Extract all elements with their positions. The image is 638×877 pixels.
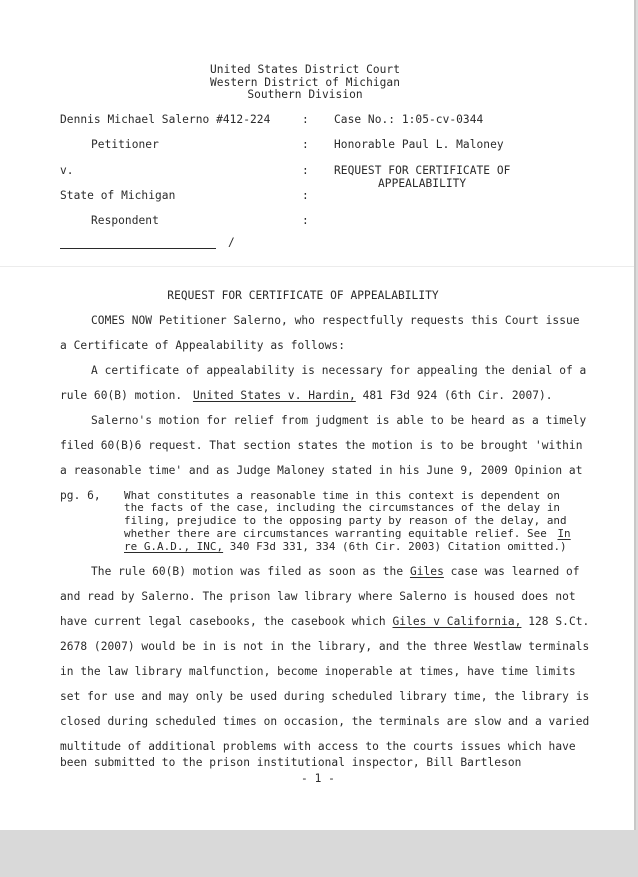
caption-slash: /: [228, 236, 235, 249]
caption-colon: :: [302, 214, 309, 227]
caption-underline: [60, 248, 216, 249]
body-line: multitude of additional problems with access to the courts issues which have: [60, 740, 576, 753]
quote-line: [124, 527, 571, 540]
body-line: closed during scheduled times on occasion, the terminals are slow and a varied: [60, 715, 590, 728]
section-heading: REQUEST FOR CERTIFICATE OF APPEALABILITY: [167, 289, 439, 302]
caption-colon: :: [302, 164, 309, 177]
judge-name: Honorable Paul L. Maloney: [334, 138, 504, 151]
body-line: and read by Salerno. The prison law library where Salerno is housed does not: [60, 590, 576, 603]
body-line: [91, 565, 580, 578]
petitioner-role: Petitioner: [91, 138, 159, 151]
quote-line: filing, prejudice to the opposing party by reason of the delay, and: [124, 514, 567, 527]
scan-bottom-margin: [0, 830, 638, 877]
quote-line: [124, 540, 567, 553]
body-line: been submitted to the prison institutional inspector, Bill Bartleson: [60, 756, 522, 769]
court-district: Western District of Michigan: [210, 76, 400, 89]
page-reference: pg. 6,: [60, 489, 101, 502]
quote-text: whether there are circumstances warranting equitable relief. See: [124, 527, 547, 540]
caption-colon: :: [302, 113, 309, 126]
court-division: Southern Division: [247, 88, 363, 101]
caption-colon: :: [302, 189, 309, 202]
respondent-role: Respondent: [91, 214, 159, 227]
body-text: have current legal casebooks, the casebook which: [60, 615, 386, 628]
quote-line: What constitutes a reasonable time in this context is dependent on: [124, 489, 561, 502]
body-line: set for use and may only be used during scheduled library time, the library is: [60, 690, 590, 703]
case-citation: United States v. Hardin,: [192, 389, 356, 402]
body-text: 128 S.Ct.: [528, 615, 590, 628]
body-line: [60, 389, 553, 402]
case-citation: Giles v California,: [392, 615, 522, 628]
quote-line: the facts of the case, including the circumstances of the delay in: [124, 501, 561, 514]
page-fold-line: [0, 266, 634, 267]
caption-colon: :: [302, 138, 309, 151]
case-citation: re G.A.D., INC,: [124, 540, 224, 553]
court-name: United States District Court: [210, 63, 400, 76]
body-line: COMES NOW Petitioner Salerno, who respectfully requests this Court issue: [91, 314, 580, 327]
page-number: - 1 -: [301, 772, 335, 785]
case-number: Case No.: 1:05-cv-0344: [334, 113, 484, 126]
quote-text: 340 F3d 331, 334 (6th Cir. 2003) Citation omitted.): [229, 540, 567, 553]
body-line: a reasonable time' and as Judge Maloney stated in his June 9, 2009 Opinion at: [60, 464, 583, 477]
case-citation: In: [557, 527, 571, 540]
body-text: The rule 60(B) motion was filed as soon as the: [91, 565, 404, 578]
document-title-line1: REQUEST FOR CERTIFICATE OF: [334, 164, 511, 177]
body-line: 2678 (2007) would be in is not in the library, and the three Westlaw terminals: [60, 640, 590, 653]
body-text: case was learned of: [450, 565, 580, 578]
body-text: rule 60(B) motion.: [60, 389, 183, 402]
body-line: Salerno's motion for relief from judgment is able to be heard as a timely: [91, 414, 587, 427]
body-line: filed 60(B)6 request. That section states the motion is to be brought 'within: [60, 439, 583, 452]
petitioner-name: Dennis Michael Salerno #412-224: [60, 113, 271, 126]
case-name: Giles: [409, 565, 444, 578]
versus: v.: [60, 164, 74, 177]
body-line: in the law library malfunction, become inoperable at times, have time limits: [60, 665, 576, 678]
document-title-line2: APPEALABILITY: [378, 177, 467, 190]
body-line: a Certificate of Appealability as follows:: [60, 339, 345, 352]
respondent-name: State of Michigan: [60, 189, 176, 202]
body-line: A certificate of appealability is necessary for appealing the denial of a: [91, 364, 587, 377]
body-line: [60, 615, 589, 628]
body-text: 481 F3d 924 (6th Cir. 2007).: [362, 389, 553, 402]
